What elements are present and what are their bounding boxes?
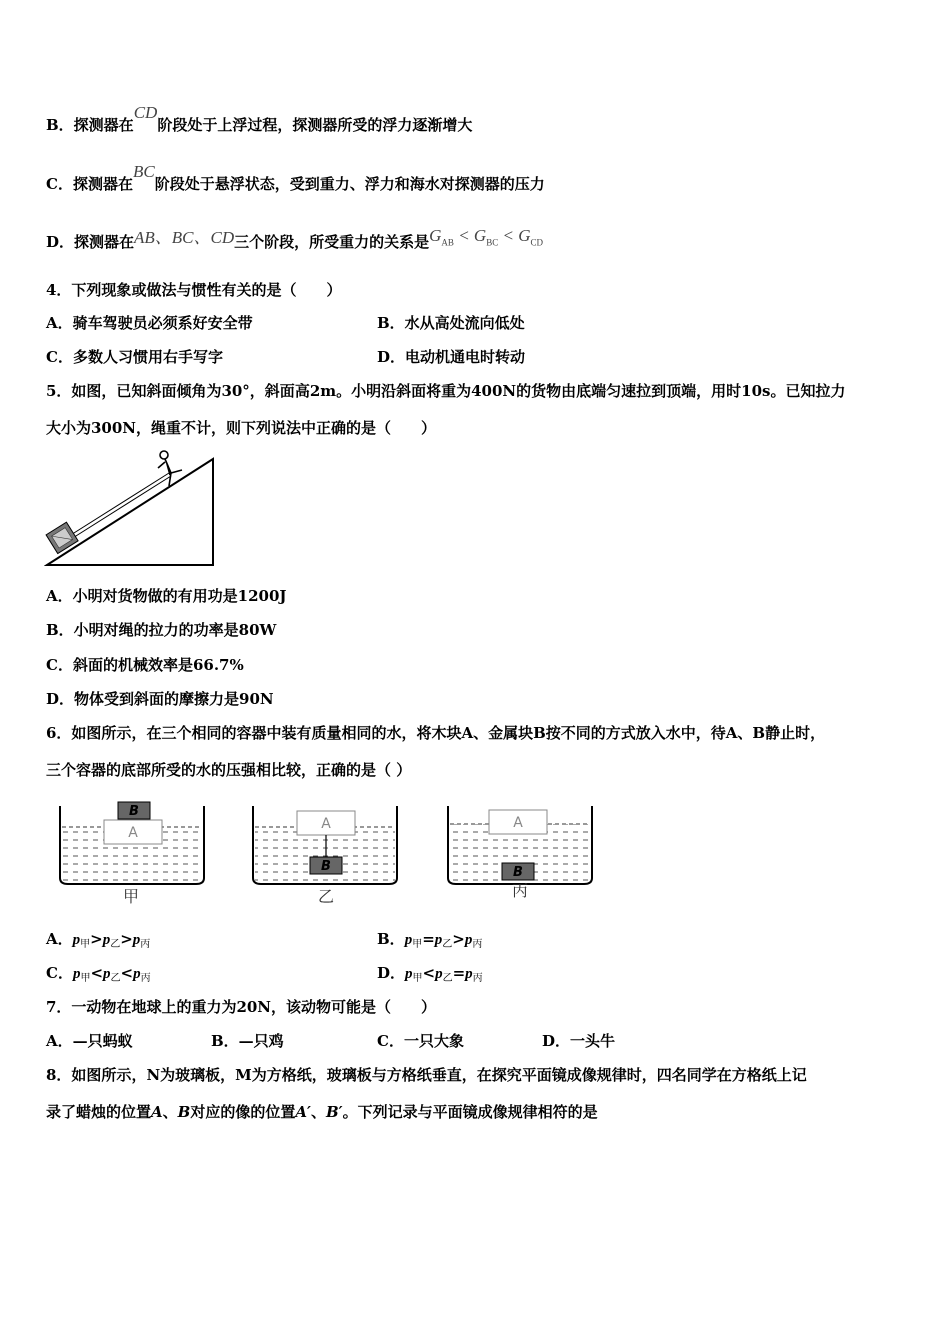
q5-stem-line1: 5．如图，已知斜面倾角为30°，斜面高2m。小明沿斜面将重为400N的货物由底端匀速拉到顶端，用时10s。已知拉力 [46,382,846,400]
svg-text:A: A [513,815,523,831]
q6-stem-line2: 三个容器的底部所受的水的压强相比较，正确的是（ ） [46,761,412,779]
container-yi [253,806,397,906]
q3-option-d: D．探测器在AB、BC、CD三个阶段，所受重力的关系是$G_{AB} < G_{BC} < G_{CD}$ [46,226,543,251]
q7-option-b: B．—只鸡 [211,1032,284,1050]
q4-stem: 4．下列现象或做法与惯性有关的是（ ） [46,281,342,299]
q6-option-c: C．$p_甲<p_乙<p_丙$ [46,964,151,984]
container-jia [60,802,204,906]
q5-option-b: B．小明对绳的拉力的功率是80W [46,621,277,639]
q7-option-a: A．—只蚂蚁 [46,1032,133,1050]
q6-option-d: D．$p_甲<p_乙=p_丙$ [377,964,483,984]
q5-option-c: C．斜面的机械效率是66.7% [46,656,244,674]
svg-text:B: B [321,859,331,874]
q4-option-d: D．电动机通电时转动 [377,348,526,366]
svg-text:A: A [321,816,331,832]
containers-figure [52,796,612,908]
incline-triangle [47,459,213,565]
svg-text:丙: 丙 [511,881,529,900]
q3-option-c: C．探测器在BC阶段处于悬浮状态，受到重力、浮力和海水对探测器的压力 [46,162,545,193]
math-cd: CD [133,103,158,122]
q6-option-b: B．$p_甲=p_乙>p_丙$ [377,930,483,950]
q8-stem-line1: 8．如图所示，N为玻璃板，M为方格纸，玻璃板与方格纸垂直，在探究平面镜成像规律时，四名同学在方格纸上记 [46,1066,807,1084]
q8-stem-line2: 录了蜡烛的位置A、B对应的像的位置A′、B′。下列记录与平面镜成像规律相符的是 [46,1103,598,1121]
incline-figure [44,446,224,570]
q7-option-c: C．一只大象 [377,1032,464,1050]
svg-text:甲: 甲 [122,887,140,906]
math-stages: AB、BC、CD [134,228,235,247]
rope [66,473,169,538]
svg-text:B: B [129,804,139,819]
q5-option-a: A．小明对货物做的有用功是1200J [46,587,287,605]
q7-option-d: D．一头牛 [542,1032,616,1050]
q4-option-b: B．水从高处流向低处 [377,314,525,332]
q6-option-a: A．$p_甲>p_乙>p_丙$ [46,930,151,950]
q3-option-b: B．探测器在CD阶段处于上浮过程，探测器所受的浮力逐渐增大 [46,103,473,134]
math-bc: BC [132,162,155,181]
q5-option-d: D．物体受到斜面的摩擦力是90N [46,690,274,708]
q4-option-c: C．多数人习惯用右手写字 [46,348,223,366]
container-bing [448,806,592,900]
q6-stem-line1: 6．如图所示，在三个相同的容器中装有质量相同的水，将木块A、金属块B按不同的方式放入水中，待A、B静止时， [46,724,826,742]
q4-option-a: A．骑车驾驶员必须系好安全带 [46,314,253,332]
q5-stem-line2: 大小为300N，绳重不计，则下列说法中正确的是（ ） [46,419,437,437]
svg-text:乙: 乙 [317,887,335,906]
q7-stem: 7．一动物在地球上的重力为20N，该动物可能是（ ） [46,998,437,1016]
gravity-relation: $G_{AB} < G_{BC} < G_{CD}$ [429,226,543,248]
svg-text:B: B [513,865,523,880]
svg-text:A: A [128,825,138,841]
